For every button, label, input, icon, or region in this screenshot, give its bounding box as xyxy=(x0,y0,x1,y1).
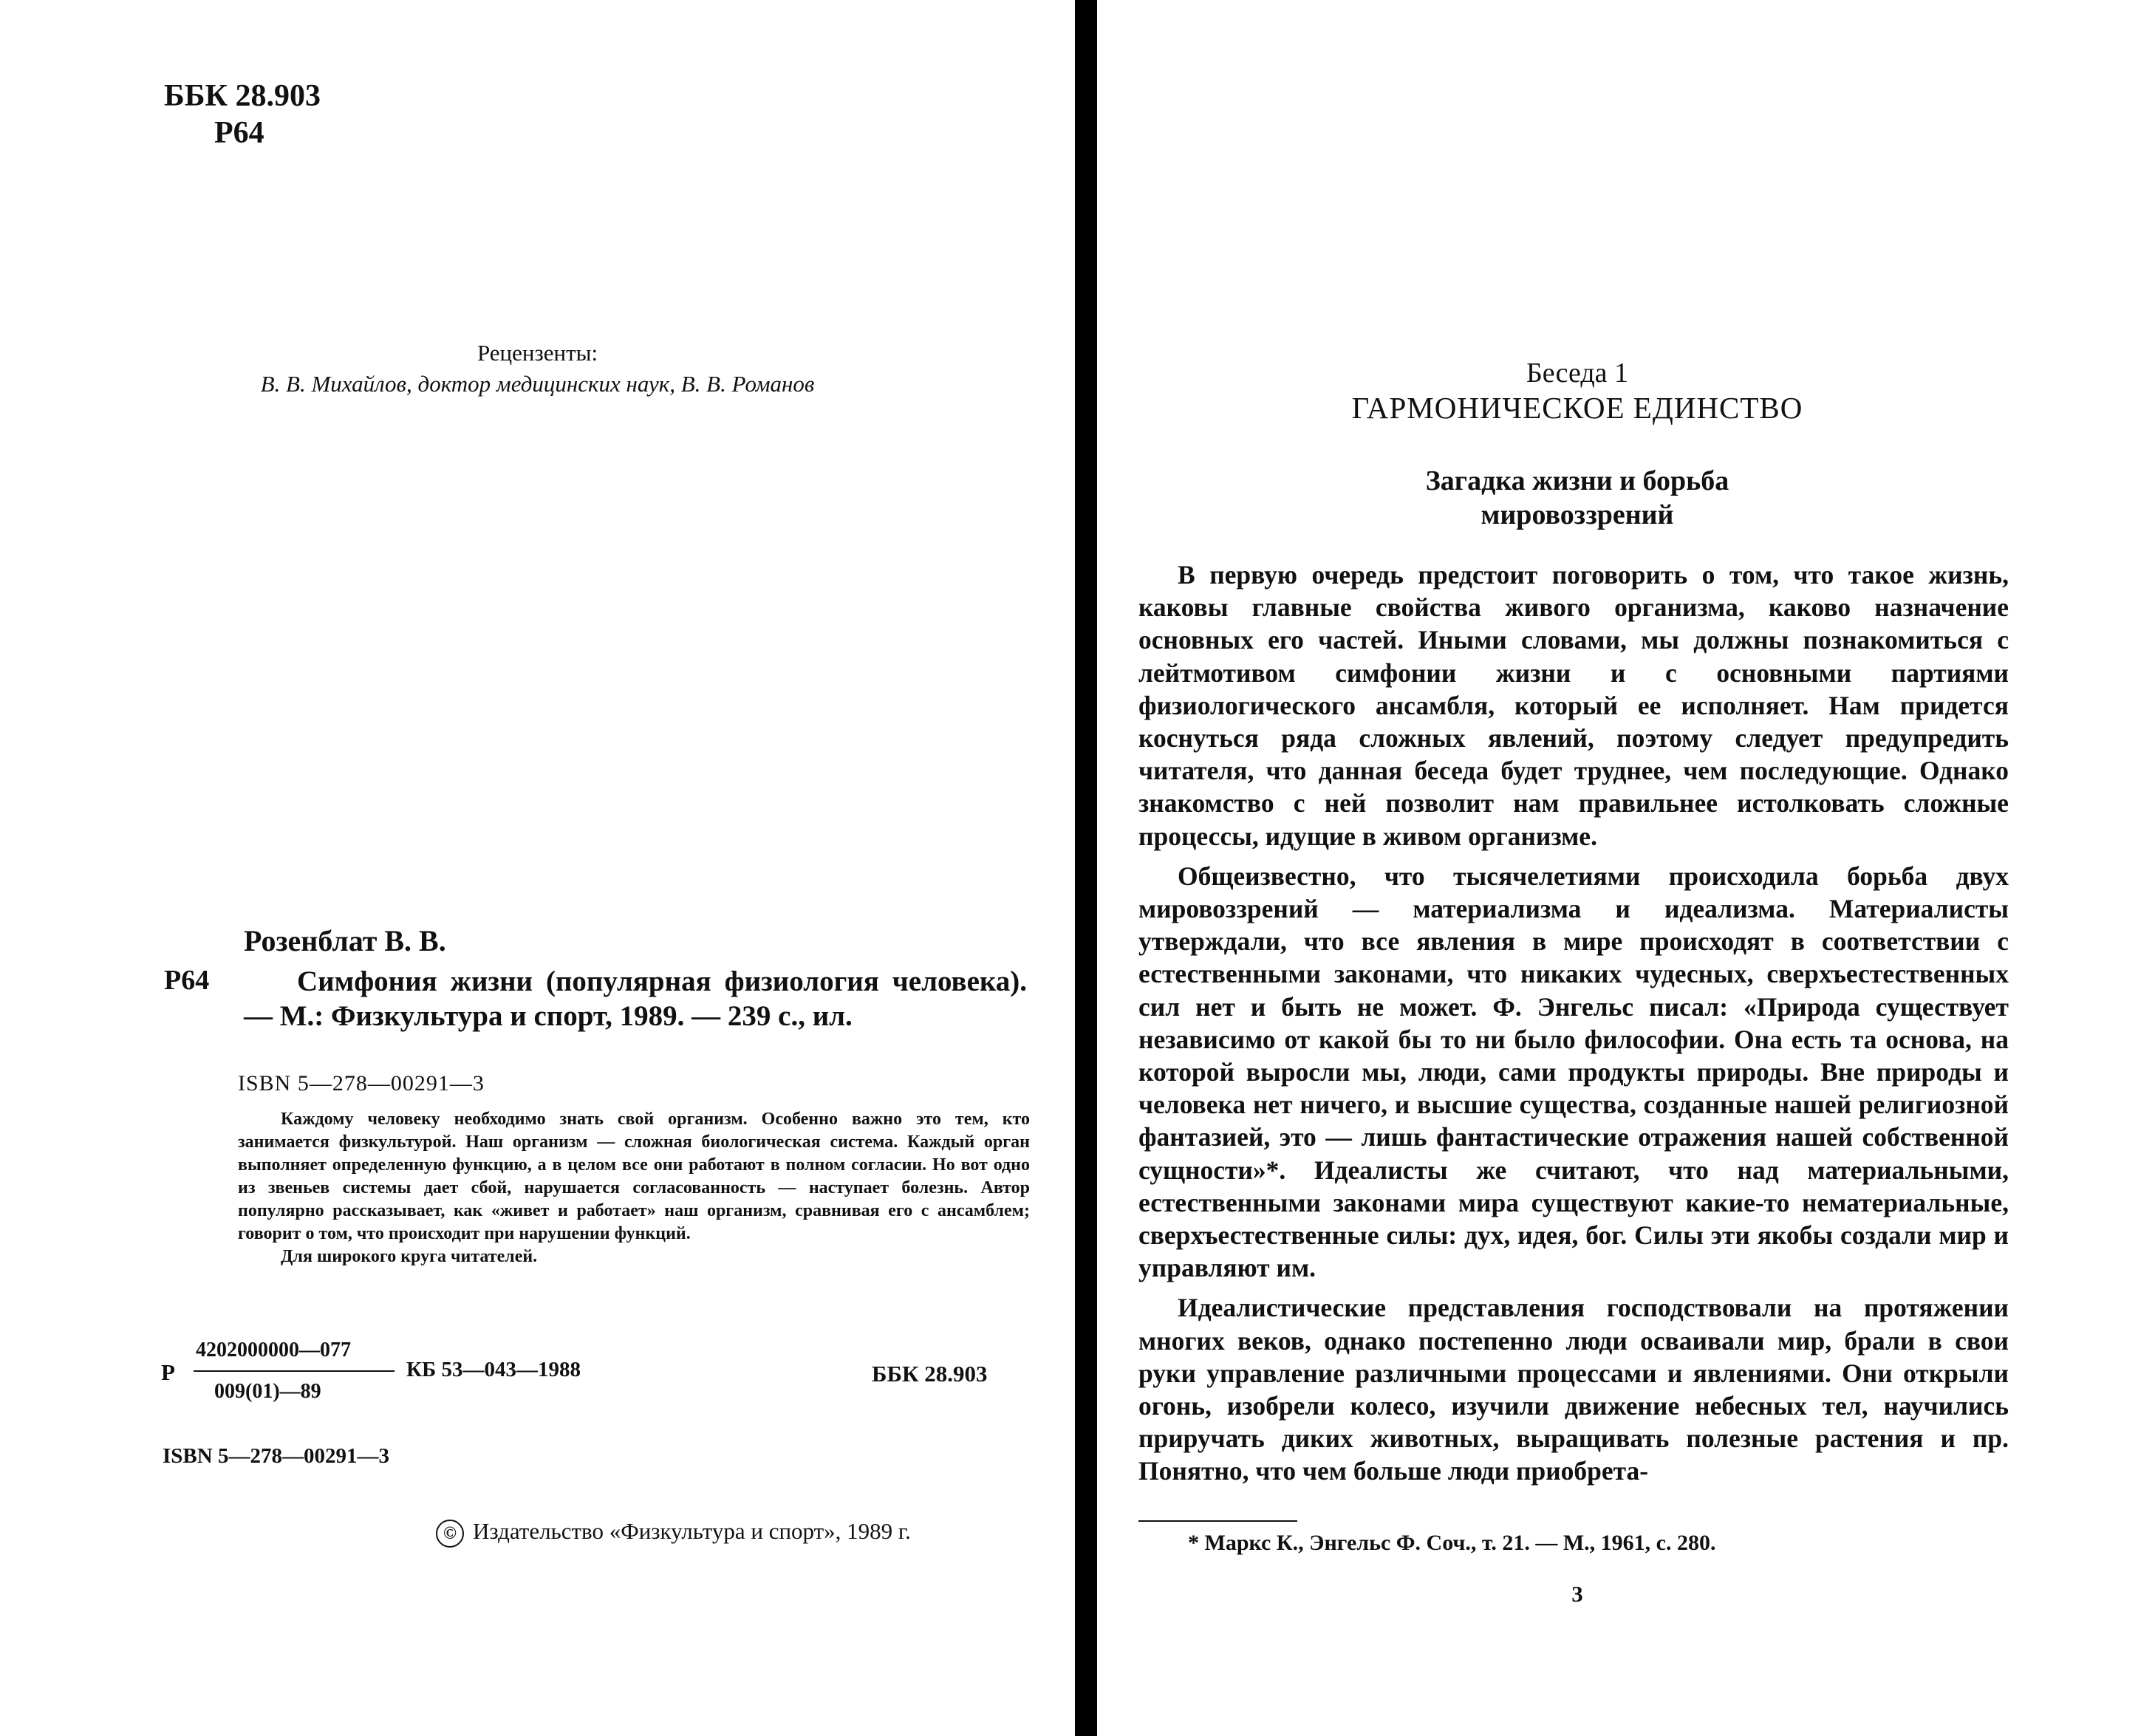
author-sign: Р64 xyxy=(214,116,264,150)
annotation xyxy=(238,1108,1030,1268)
left-page xyxy=(0,0,1075,1736)
catalog-card-title: Симфония жизни (популярная физиология человека). — М.: Физкультура и спорт, 1989. — 239 с., ил. xyxy=(244,966,1027,1032)
fraction-line xyxy=(194,1370,395,1372)
copyright-icon: © xyxy=(436,1520,464,1548)
chapter-title: ГАРМОНИЧЕСКОЕ ЕДИНСТВО xyxy=(1351,391,1803,425)
annotation-text: Каждому человеку необходимо знать свой организм. Особенно важно это тем, кто занимается физкультурой. Наш организм — сложная биологическая система. Каждый орган выполняет определенную функцию, а в целом все они работают в полном согласии. Но вот одно из звеньев системы дает сбой, нарушается согласованность — наступает болезнь. Автор популярно рассказывает, как «живет и работает» наш организм, сравнивая его с ансамблем; говорит о том, что происходит при нарушении функций. xyxy=(238,1110,1030,1243)
page-number: 3 xyxy=(1571,1581,1583,1607)
bbk-classification-bottom: ББК 28.903 xyxy=(872,1361,988,1387)
paragraph-1: В первую очередь предстоит поговорить о том, что такое жизнь, каковы главные свойства живого организма, каково назначение основных его частей. Иными словами, мы должны познакомиться с лейтмотивом симфонии жизни и с основными партиями физиологического ансамбля, который ее исполняет. Нам придется коснуться ряда сложных явлений, поэтому следует предупредить читателя, что данная беседа будет труднее, чем последующие. Однако знакомство с ней позволит нам правильнее истолковать сложные процессы, идущие в живом организме. xyxy=(1138,560,2009,851)
fraction-code: КБ 53—043—1988 xyxy=(406,1358,581,1381)
paragraph-2: Общеизвестно, что тысячелетиями происходила борьба двух мировоззрений — материализма и идеализма. Материалисты утверждали, что все явления в мире происходят в соответствии с естественными законами, что никаких чудесных, сверхъестественных сил нет и быть не может. Ф. Энгельс писал: «Природа существует независимо от какой бы то ни было философии. Она есть та основа, на которой выросли мы, люди, сами продукты природы. Вне природы и человека нет ничего, и высшие существа, созданные нашей религиозной фантазией, это — лишь фантастические отражения нашей собственной сущности»*. Идеалисты же считают, что над материальными, естественными законами мира существуют какие-то нематериальные, сверхъестественные силы: дух, идея, бог. Силы эти якобы создали мир и управляют им. xyxy=(1138,861,2009,1283)
isbn-bottom: ISBN 5—278—00291—3 xyxy=(163,1444,389,1468)
copyright-text: Издательство «Физкультура и спорт», 1989 г. xyxy=(473,1518,911,1544)
right-page xyxy=(1097,0,2155,1736)
reviewers-names: В. В. Михайлов, доктор медицинских наук, В. В. Романов xyxy=(260,371,815,397)
section-subtitle xyxy=(1097,464,2057,532)
talk-label: Беседа 1 xyxy=(1526,358,1629,389)
footnote: * Маркс К., Энгельс Ф. Соч., т. 21. — М., 1961, с. 280. xyxy=(1188,1531,1716,1555)
subtitle-line-1: Загадка жизни и борьба xyxy=(1425,465,1729,496)
body-text xyxy=(1138,558,2009,1495)
catalog-card-index: Р64 xyxy=(164,965,210,996)
author-name: Розенблат В. В. xyxy=(244,924,446,957)
paragraph-3: Идеалистические представления господствовали на протяжении многих веков, однако постепенно люди осваивали мир, брали в свои руки управление различными процессами и явлениями. Они открыли огонь, изобрели колесо, изучили движение небесных тел, научились приручать диких животных, выращивать полезные растения и пр. Понятно, что чем больше люди приобрета- xyxy=(1138,1293,2009,1486)
fraction-prefix: Р xyxy=(161,1359,175,1385)
fraction-numerator: 4202000000—077 xyxy=(196,1339,351,1361)
annotation-audience: Для широкого круга читателей. xyxy=(281,1247,538,1266)
fraction-denominator: 009(01)—89 xyxy=(214,1380,321,1403)
bbk-classification-top xyxy=(164,78,321,151)
reviewers-label: Рецензенты: xyxy=(477,340,598,366)
subtitle-line-2: мировоззрений xyxy=(1481,499,1674,530)
footnote-rule xyxy=(1138,1520,1297,1522)
isbn-card: ISBN 5—278—00291—3 xyxy=(238,1071,485,1096)
copyright-line xyxy=(436,1518,911,1548)
bbk-code: ББК 28.903 xyxy=(164,79,321,113)
